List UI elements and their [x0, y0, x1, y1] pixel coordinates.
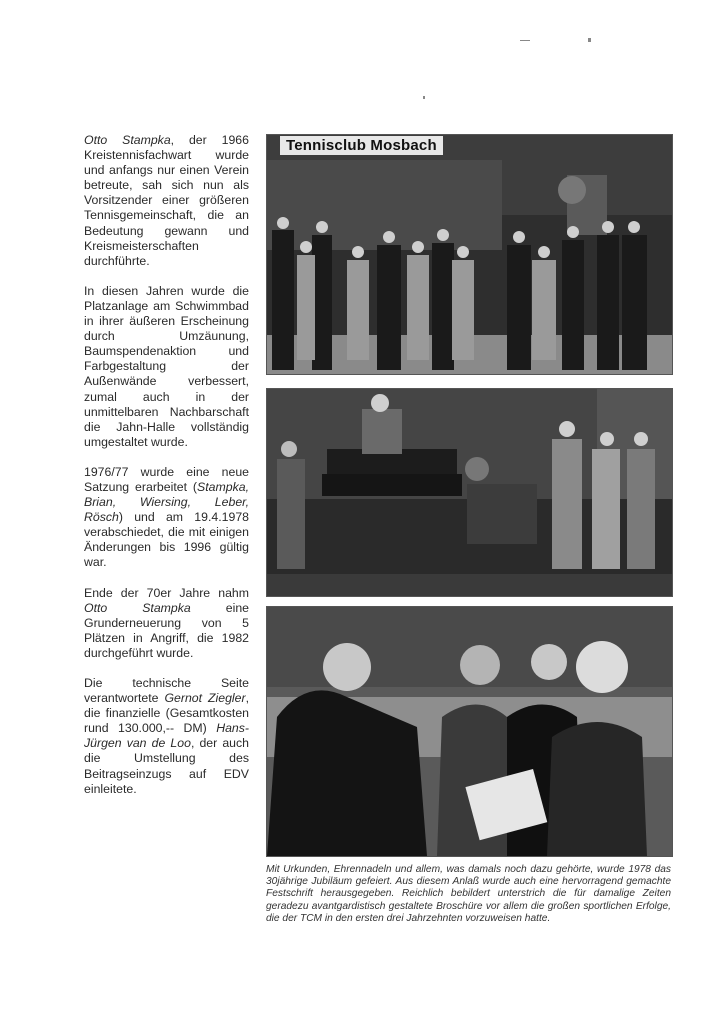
text-run: ) und am 19.4.1978 verabschiedet, die mit einigen Änderungen bis 1996 gültig war. — [84, 510, 249, 570]
photo-award-ceremony — [266, 606, 673, 857]
text-run: Ende der 70er Jahre nahm — [84, 585, 249, 600]
italic-name: Otto Stampka — [84, 600, 191, 615]
paragraph-2 — [84, 284, 249, 450]
text-run: In diesen Jahren wurde die Platzanlage am Schwimmbad in ihrer äußeren Erscheinung durch Umzäunung, Baumspendenaktion und Farbgestaltung der Außenwände verbessert, zumal auch in der unmittelbaren Nachbarschaft die Jahn-Halle vollständig umgestaltet wurde. — [84, 283, 249, 449]
paragraph-1 — [84, 133, 249, 269]
text-run: , der 1966 Kreistennisfachwart wurde und anfangs nur einen Verein betreute, sah sich nun als Vorsitzender einer größeren Tennisgemeinschaft, die an Bedeutung gewann und Kreismeisterschaften durchführte. — [84, 133, 249, 268]
paragraph-5 — [84, 676, 249, 797]
text-run: Die technische Seite verantwortete — [84, 676, 249, 706]
photo-band-performance — [266, 388, 673, 597]
text-run: eine Grunderneuerung von 5 Plätzen in Angriff, die 1982 durchgeführt wurde. — [84, 600, 250, 660]
body-text-column — [84, 133, 249, 812]
tennisclub-banner: Tennisclub Mosbach — [280, 136, 443, 155]
text-run: , die finanzielle (Gesamtkosten rund 130.000,-- DM) — [84, 691, 249, 736]
paragraph-4 — [84, 586, 249, 661]
scan-speck — [520, 40, 530, 41]
italic-name: Hans-Jürgen van de Loo — [84, 721, 249, 751]
italic-name: Gernot Ziegler — [164, 691, 246, 706]
scan-speck — [423, 96, 425, 99]
paragraph-3 — [84, 465, 249, 571]
text-run: , der auch die Umstellung des Beitragseinzugs auf EDV einleitete. — [84, 736, 249, 796]
text-run: 1976/77 wurde eine neue Satzung erarbeitet ( — [84, 464, 249, 494]
photo-group-on-stage — [266, 134, 673, 375]
scan-speck — [588, 38, 591, 42]
italic-name: Otto Stampka — [84, 133, 171, 147]
photo-caption: Mit Urkunden, Ehrennadeln und allem, was damals noch dazu gehörte, wurde 1978 das 30jährige Jubiläum gefeiert. Aus diesem Anlaß wurde auch eine hervorragend gemachte Festschrift herausgegeben. Reichlich bebildert unterstrich die für damalige Zeiten geradezu avantgardistisch gestaltete Broschüre vor allem die großen sportlichen Erfolge, die der TCM in den ersten drei Jahrzehnten vorzuweisen hatte. — [266, 864, 671, 924]
italic-name: Stampka, Brian, Wiersing, Leber, Rösch — [84, 479, 249, 525]
